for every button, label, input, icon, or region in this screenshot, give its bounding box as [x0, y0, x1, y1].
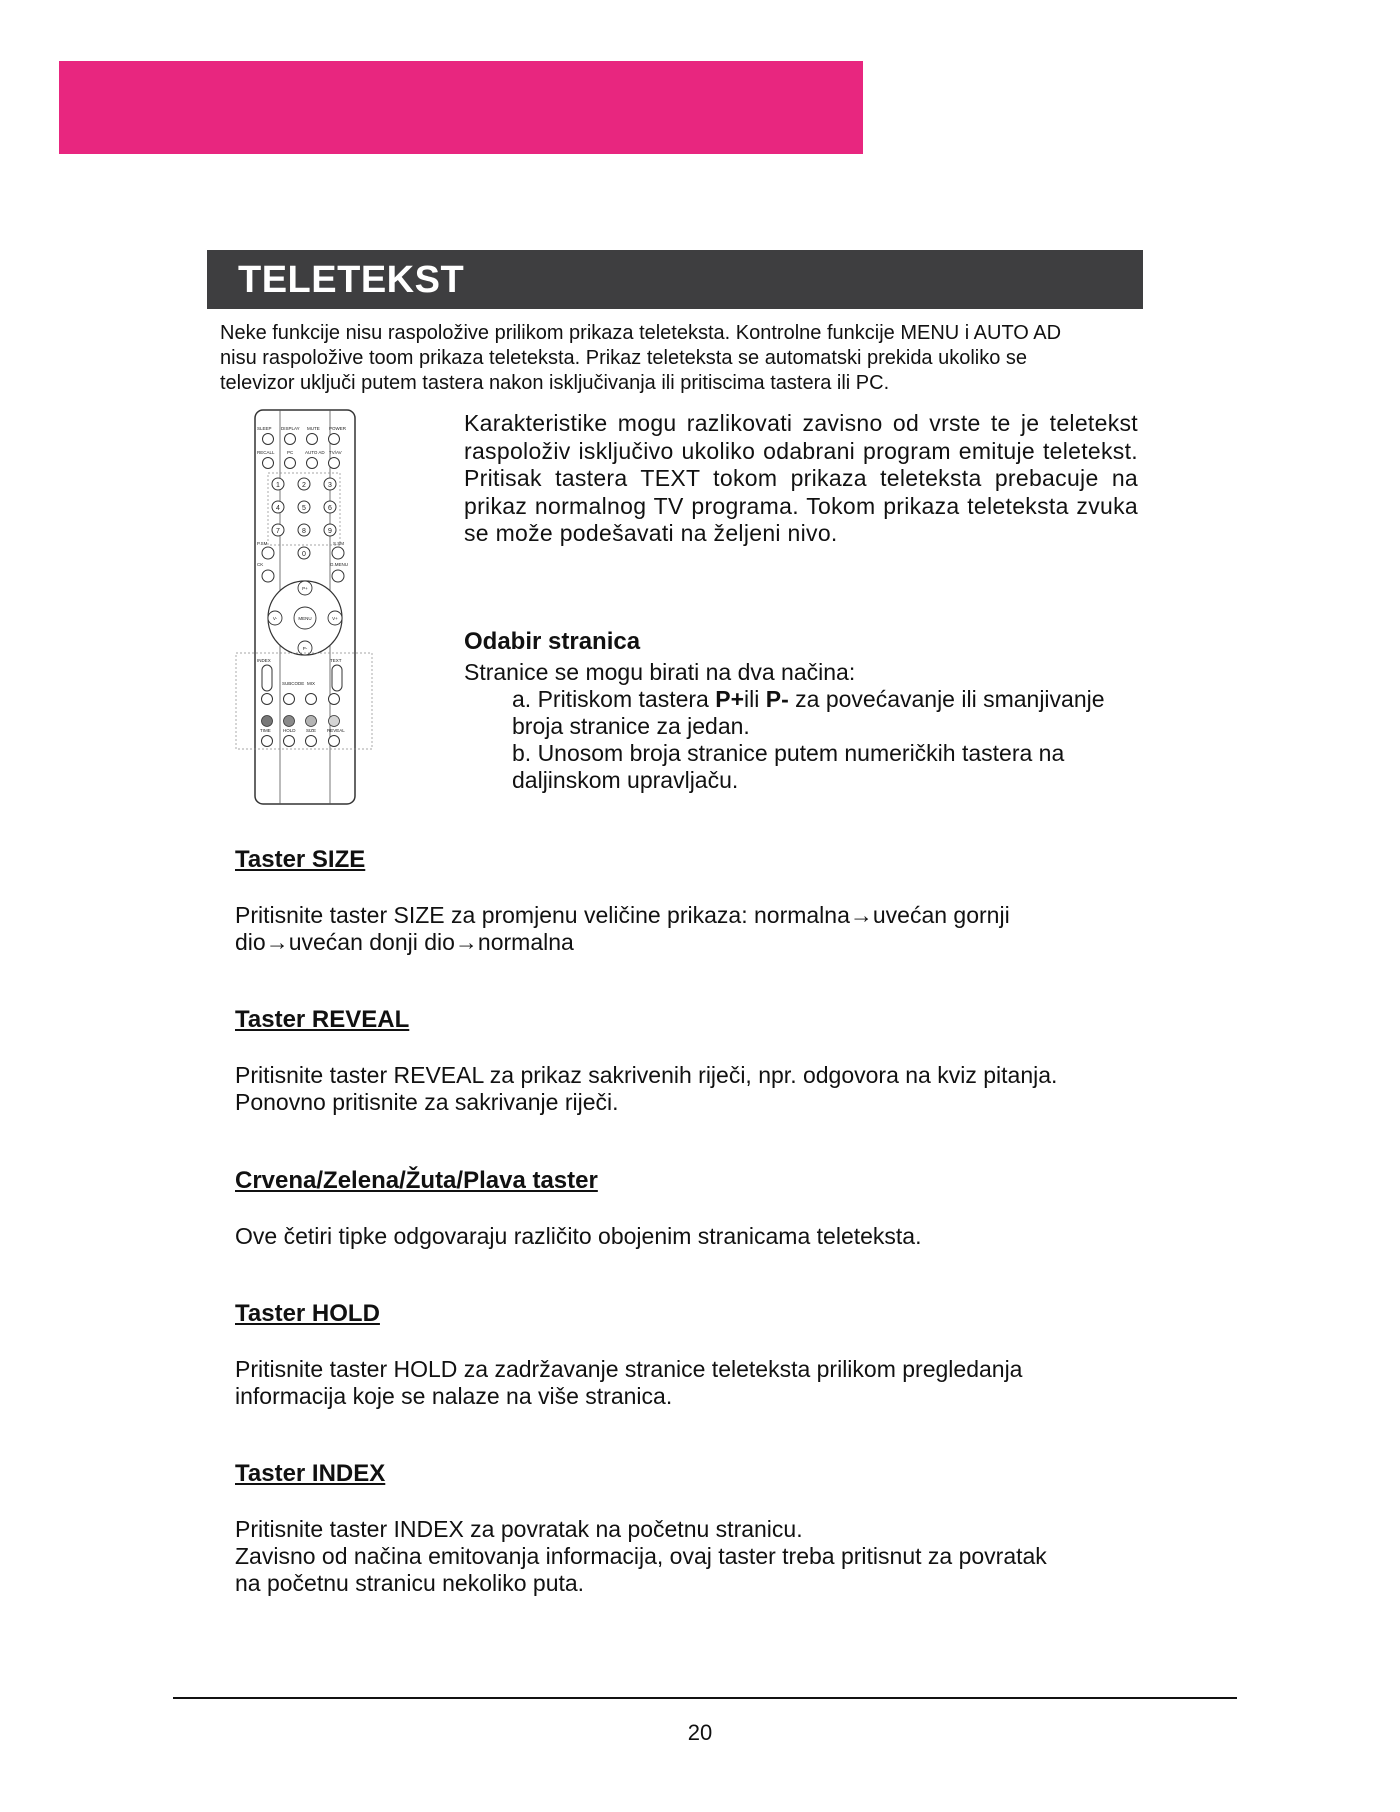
svg-text:P-: P-	[302, 646, 308, 651]
svg-text:AUTO AD: AUTO AD	[305, 450, 325, 455]
header-accent-bar	[59, 61, 863, 154]
section-text: Ponovno pritisnite za sakrivanje riječi.	[235, 1089, 619, 1115]
intro-line: televizor uključi putem tastera nakon isključivanja ili pritiscima tastera ili PC.	[220, 372, 890, 394]
section-heading: Taster INDEX	[235, 1460, 386, 1487]
section-text: Pritisnite taster REVEAL za prikaz sakrivenih riječi, npr. odgovora na kviz pitanja.	[235, 1062, 1058, 1088]
svg-text:HOLD: HOLD	[283, 728, 296, 733]
svg-text:INDEX: INDEX	[257, 658, 271, 663]
description-text: Karakteristike mogu razlikovati zavisno od vrste te je teletekst raspoloživ isključivo ukoliko odabrani program emituje teletekst. Pritisak tastera TEXT tokom prikaza teleteksta prebacuje na prikaz normalnog TV programa. Tokom prikaza teleteksta zvuka se može podešavati na željeni nivo.	[464, 410, 1138, 546]
svg-text:7: 7	[276, 528, 280, 535]
index-key-section	[235, 1460, 1165, 1597]
page-number: 20	[687, 1720, 713, 1745]
svg-text:SUBCODE: SUBCODE	[282, 681, 305, 686]
intro-line: Neke funkcije nisu raspoložive prilikom prikaza teleteksta. Kontrolne funkcije MENU i AUTO AD	[220, 322, 1062, 344]
svg-text:POWER: POWER	[329, 426, 347, 431]
svg-text:RECALL: RECALL	[257, 450, 275, 455]
svg-text:P+: P+	[302, 586, 308, 591]
remote-control-illustration	[230, 408, 380, 808]
section-title: TELETEKST	[238, 259, 465, 301]
svg-text:0: 0	[302, 551, 306, 558]
svg-text:8: 8	[302, 528, 306, 535]
page-select-section	[464, 628, 1224, 794]
svg-text:S.SM: S.SM	[333, 541, 345, 546]
option-b-line: daljinskom upravljaču.	[512, 767, 739, 793]
svg-text:TIME: TIME	[260, 728, 271, 733]
svg-text:5: 5	[302, 505, 306, 512]
svg-text:TV/AV: TV/AV	[329, 450, 342, 455]
svg-text:TEXT: TEXT	[330, 658, 342, 663]
option-b-line: b. Unosom broja stranice putem numeričkih tastera na	[512, 740, 1065, 766]
svg-text:MENU: MENU	[298, 616, 312, 621]
svg-text:CK: CK	[257, 562, 264, 567]
page-select-heading: Odabir stranica	[464, 628, 641, 655]
svg-text:MIX: MIX	[307, 681, 316, 686]
section-text: na početnu stranicu nekoliko puta.	[235, 1570, 585, 1596]
svg-text:V-: V-	[272, 616, 278, 621]
intro-paragraph	[220, 321, 1150, 396]
footer-divider	[173, 1697, 1237, 1699]
svg-text:V+: V+	[332, 616, 338, 621]
section-heading: Taster HOLD	[235, 1300, 380, 1327]
svg-text:REVEAL: REVEAL	[327, 728, 345, 733]
section-text: informacija koje se nalaze na više stranica.	[235, 1383, 673, 1409]
svg-text:SLEEP: SLEEP	[257, 426, 272, 431]
section-text: Pritisnite taster INDEX za povratak na početnu stranicu.	[235, 1516, 803, 1542]
svg-text:G.MENU: G.MENU	[330, 562, 348, 567]
section-text: Pritisnite taster HOLD za zadržavanje stranice teleteksta prilikom pregledanja	[235, 1356, 1023, 1382]
svg-text:4: 4	[276, 505, 280, 512]
section-text: Pritisnite taster SIZE za promjenu veličine prikaza: normalna→uvećan gornji	[235, 902, 1010, 928]
svg-text:PC: PC	[287, 450, 294, 455]
section-heading: Crvena/Zelena/Žuta/Plava taster	[235, 1167, 598, 1194]
option-a-line: a. Pritiskom tastera P+ili P- za povećavanje ili smanjivanje	[512, 686, 1105, 712]
svg-text:2: 2	[302, 482, 306, 489]
section-heading: Taster SIZE	[235, 846, 366, 873]
svg-text:DISPLAY: DISPLAY	[281, 426, 300, 431]
size-key-section	[235, 846, 1165, 956]
section-title-bar	[207, 250, 1143, 309]
intro-line: nisu raspoložive toom prikaza teleteksta. Prikaz teleteksta se automatski prekida ukoliko se	[220, 347, 1028, 369]
hold-key-section	[235, 1300, 1165, 1410]
section-text: dio→uvećan donji dio→normalna	[235, 929, 574, 955]
svg-text:9: 9	[328, 528, 332, 535]
svg-text:P.SM: P.SM	[257, 541, 268, 546]
section-text: Zavisno od načina emitovanja informacija, ovaj taster treba pritisnut za povratak	[235, 1543, 1047, 1569]
page-select-lead: Stranice se mogu birati na dva načina:	[464, 659, 856, 685]
reveal-key-section	[235, 1006, 1165, 1116]
svg-text:MUTE: MUTE	[307, 426, 320, 431]
teletext-description	[464, 410, 1138, 548]
svg-text:6: 6	[328, 505, 332, 512]
color-keys-section	[235, 1167, 1165, 1250]
section-text: Ove četiri tipke odgovaraju različito obojenim stranicama teleteksta.	[235, 1223, 922, 1249]
svg-text:1: 1	[276, 482, 280, 489]
section-heading: Taster REVEAL	[235, 1006, 410, 1033]
svg-text:SIZE: SIZE	[306, 728, 317, 733]
option-a-line: broja stranice za jedan.	[512, 713, 750, 739]
svg-text:3: 3	[328, 482, 332, 489]
